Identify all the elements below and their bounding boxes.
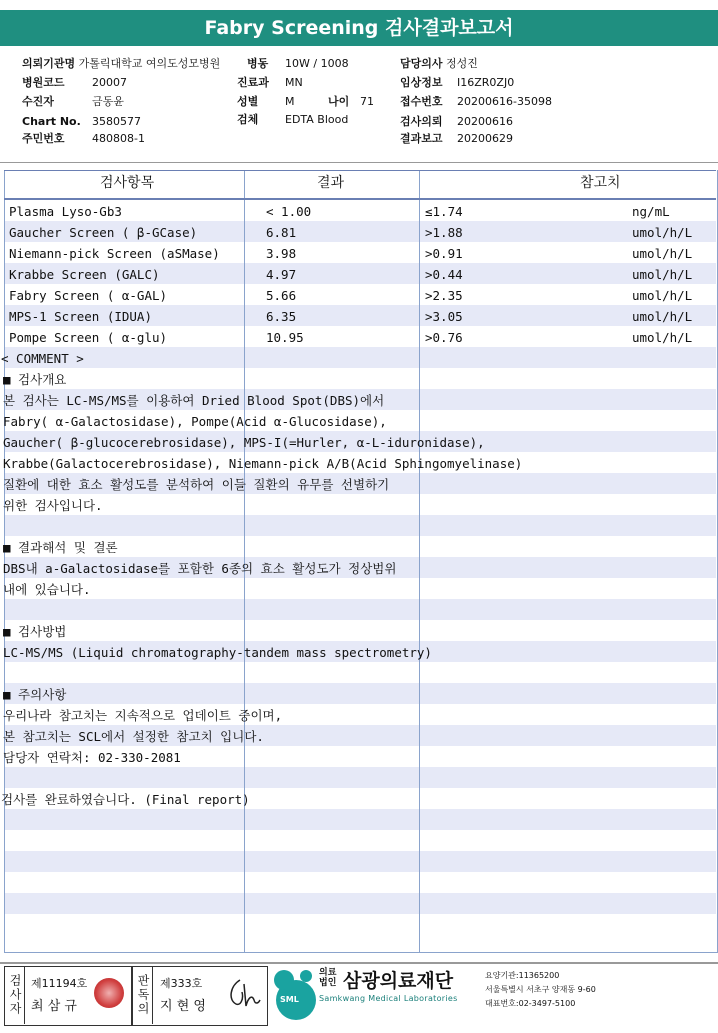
row-unit: umol/h/L	[632, 288, 693, 303]
comment-line: LC-MS/MS (Liquid chromatography-tandem mass spectrometry)	[3, 645, 432, 660]
row-reference: >1.88	[425, 225, 463, 240]
org-address: 서울특별시 서초구 양재동 9-60	[485, 985, 596, 994]
org-phone: 대표번호:02-3497-5100	[485, 999, 576, 1008]
row-item: Krabbe Screen (GALC)	[9, 267, 160, 282]
comment-line: 우리나라 참고치는 지속적으로 업데이트 중이며,	[3, 708, 283, 723]
tester-number: 제11194호	[31, 977, 88, 990]
chart-label: Chart No.	[22, 115, 81, 128]
header-result: 결과	[317, 175, 345, 191]
comment-line: 질환에 대한 효소 활성도를 분석하여 이들 질환의 유무를 선별하기	[3, 477, 390, 492]
row-result: 4.97	[266, 267, 297, 282]
comment-line: DBS내 a-Galactosidase를 포함한 6종의 효소 활성도가 정상범위	[3, 561, 397, 576]
row-item: Pompe Screen ( α-glu)	[9, 330, 168, 345]
request-label: 검사의뢰	[400, 115, 443, 128]
tester-seal-icon	[94, 978, 124, 1008]
org-name: 삼광의료재단	[343, 970, 454, 992]
row-unit: umol/h/L	[632, 267, 693, 282]
clinical-label: 임상정보	[400, 76, 443, 89]
doctor-value: 정성진	[446, 57, 478, 70]
comment-line: Gaucher( β-glucocerebrosidase), MPS-I(=Hurler, α-L-iduronidase),	[3, 435, 485, 450]
sex-label: 성별	[237, 95, 259, 108]
receipt-label: 접수번호	[400, 95, 443, 108]
tester-label: 검사자	[4, 966, 25, 1024]
comment-line: 위한 검사입니다.	[3, 498, 103, 513]
tester-name: 최 삼 규	[31, 999, 77, 1014]
comment-line: ■ 검사방법	[3, 624, 67, 639]
department-value: MN	[285, 76, 303, 89]
row-unit: ng/mL	[632, 204, 670, 219]
row-result: 5.66	[266, 288, 297, 303]
report-title: Fabry Screening 검사결과보고서	[0, 10, 718, 46]
comment-line: 본 참고치는 SCL에서 설정한 참고치 입니다.	[3, 729, 264, 744]
comment-line: ■ 검사개요	[3, 372, 67, 387]
comment-line: 본 검사는 LC-MS/MS를 이용하여 Dried Blood Spot(DBS)에서	[3, 393, 385, 408]
row-unit: umol/h/L	[632, 246, 693, 261]
row-result: 3.98	[266, 246, 297, 261]
table-top-border	[4, 170, 716, 171]
comment-line: Krabbe(Galactocerebrosidase), Niemann-pick A/B(Acid Sphingomyelinase)	[3, 456, 523, 471]
institution-label: 의뢰기관명	[22, 57, 76, 70]
row-result: < 1.00	[266, 204, 312, 219]
sml-logo-text: SML	[280, 995, 299, 1004]
hospital-code-value: 20007	[92, 76, 127, 89]
specimen-value: EDTA Blood	[285, 113, 349, 126]
department-label: 진료과	[237, 76, 269, 89]
doctor-label: 담당의사	[400, 57, 443, 70]
row-item: MPS-1 Screen (IDUA)	[9, 309, 152, 324]
row-reference: >0.76	[425, 330, 463, 345]
reader-name: 지 현 영	[160, 999, 206, 1014]
ward-value: 10W / 1008	[285, 57, 349, 70]
patient-label: 수진자	[22, 95, 54, 108]
row-reference: >3.05	[425, 309, 463, 324]
org-prefix: 의료법인	[319, 968, 337, 988]
row-item: Niemann-pick Screen (aSMase)	[9, 246, 220, 261]
comment-line: 내에 있습니다.	[3, 582, 91, 597]
age-label: 나이	[328, 95, 350, 108]
row-result: 6.81	[266, 225, 297, 240]
institution-code: 요양기관:11365200	[485, 971, 560, 980]
final-report-line: 검사를 완료하였습니다. (Final report)	[1, 792, 250, 807]
row-result: 10.95	[266, 330, 304, 345]
resident-value: 480808-1	[92, 132, 145, 145]
comment-line: ■ 결과해석 및 결론	[3, 540, 118, 555]
ward-label: 병동	[247, 57, 269, 70]
row-item: Fabry Screen ( α-GAL)	[9, 288, 168, 303]
institution-value: 가톨릭대학교 여의도성모병원	[78, 57, 221, 70]
receipt-value: 20200616-35098	[457, 95, 552, 108]
age-value: 71	[360, 95, 374, 108]
row-reference: ≤1.74	[425, 204, 463, 219]
sex-value: M	[285, 95, 295, 108]
reader-number: 제333호	[160, 977, 203, 990]
row-result: 6.35	[266, 309, 297, 324]
header-reference: 참고치	[580, 175, 621, 191]
row-reference: >0.91	[425, 246, 463, 261]
row-item: Gaucher Screen ( β-GCase)	[9, 225, 198, 240]
header-test-item: 검사항목	[100, 175, 155, 191]
row-unit: umol/h/L	[632, 330, 693, 345]
header-divider	[0, 162, 718, 163]
comment-line: ■ 주의사항	[3, 687, 67, 702]
row-unit: umol/h/L	[632, 309, 693, 324]
reader-label: 판독의	[132, 966, 153, 1024]
signature-icon	[222, 974, 262, 1010]
comment-line: Fabry( α-Galactosidase), Pompe(Acid α-Glucosidase),	[3, 414, 387, 429]
column-divider	[419, 170, 420, 952]
row-unit: umol/h/L	[632, 225, 693, 240]
comment-line: 담당자 연락처: 02-330-2081	[3, 750, 181, 765]
table-header-border	[4, 198, 716, 200]
row-item: Plasma Lyso-Gb3	[9, 204, 122, 219]
clinical-value: I16ZR0ZJ0	[457, 76, 515, 89]
request-value: 20200616	[457, 115, 513, 128]
row-reference: >0.44	[425, 267, 463, 282]
row-reference: >2.35	[425, 288, 463, 303]
org-english-name: Samkwang Medical Laboratories	[319, 994, 458, 1003]
hospital-code-label: 병원코드	[22, 76, 65, 89]
specimen-label: 검체	[237, 113, 259, 126]
patient-value: 금동윤	[92, 95, 124, 108]
report-date-value: 20200629	[457, 132, 513, 145]
chart-value: 3580577	[92, 115, 141, 128]
comment-heading: < COMMENT >	[1, 351, 84, 366]
report-date-label: 결과보고	[400, 132, 443, 145]
resident-label: 주민번호	[22, 132, 65, 145]
